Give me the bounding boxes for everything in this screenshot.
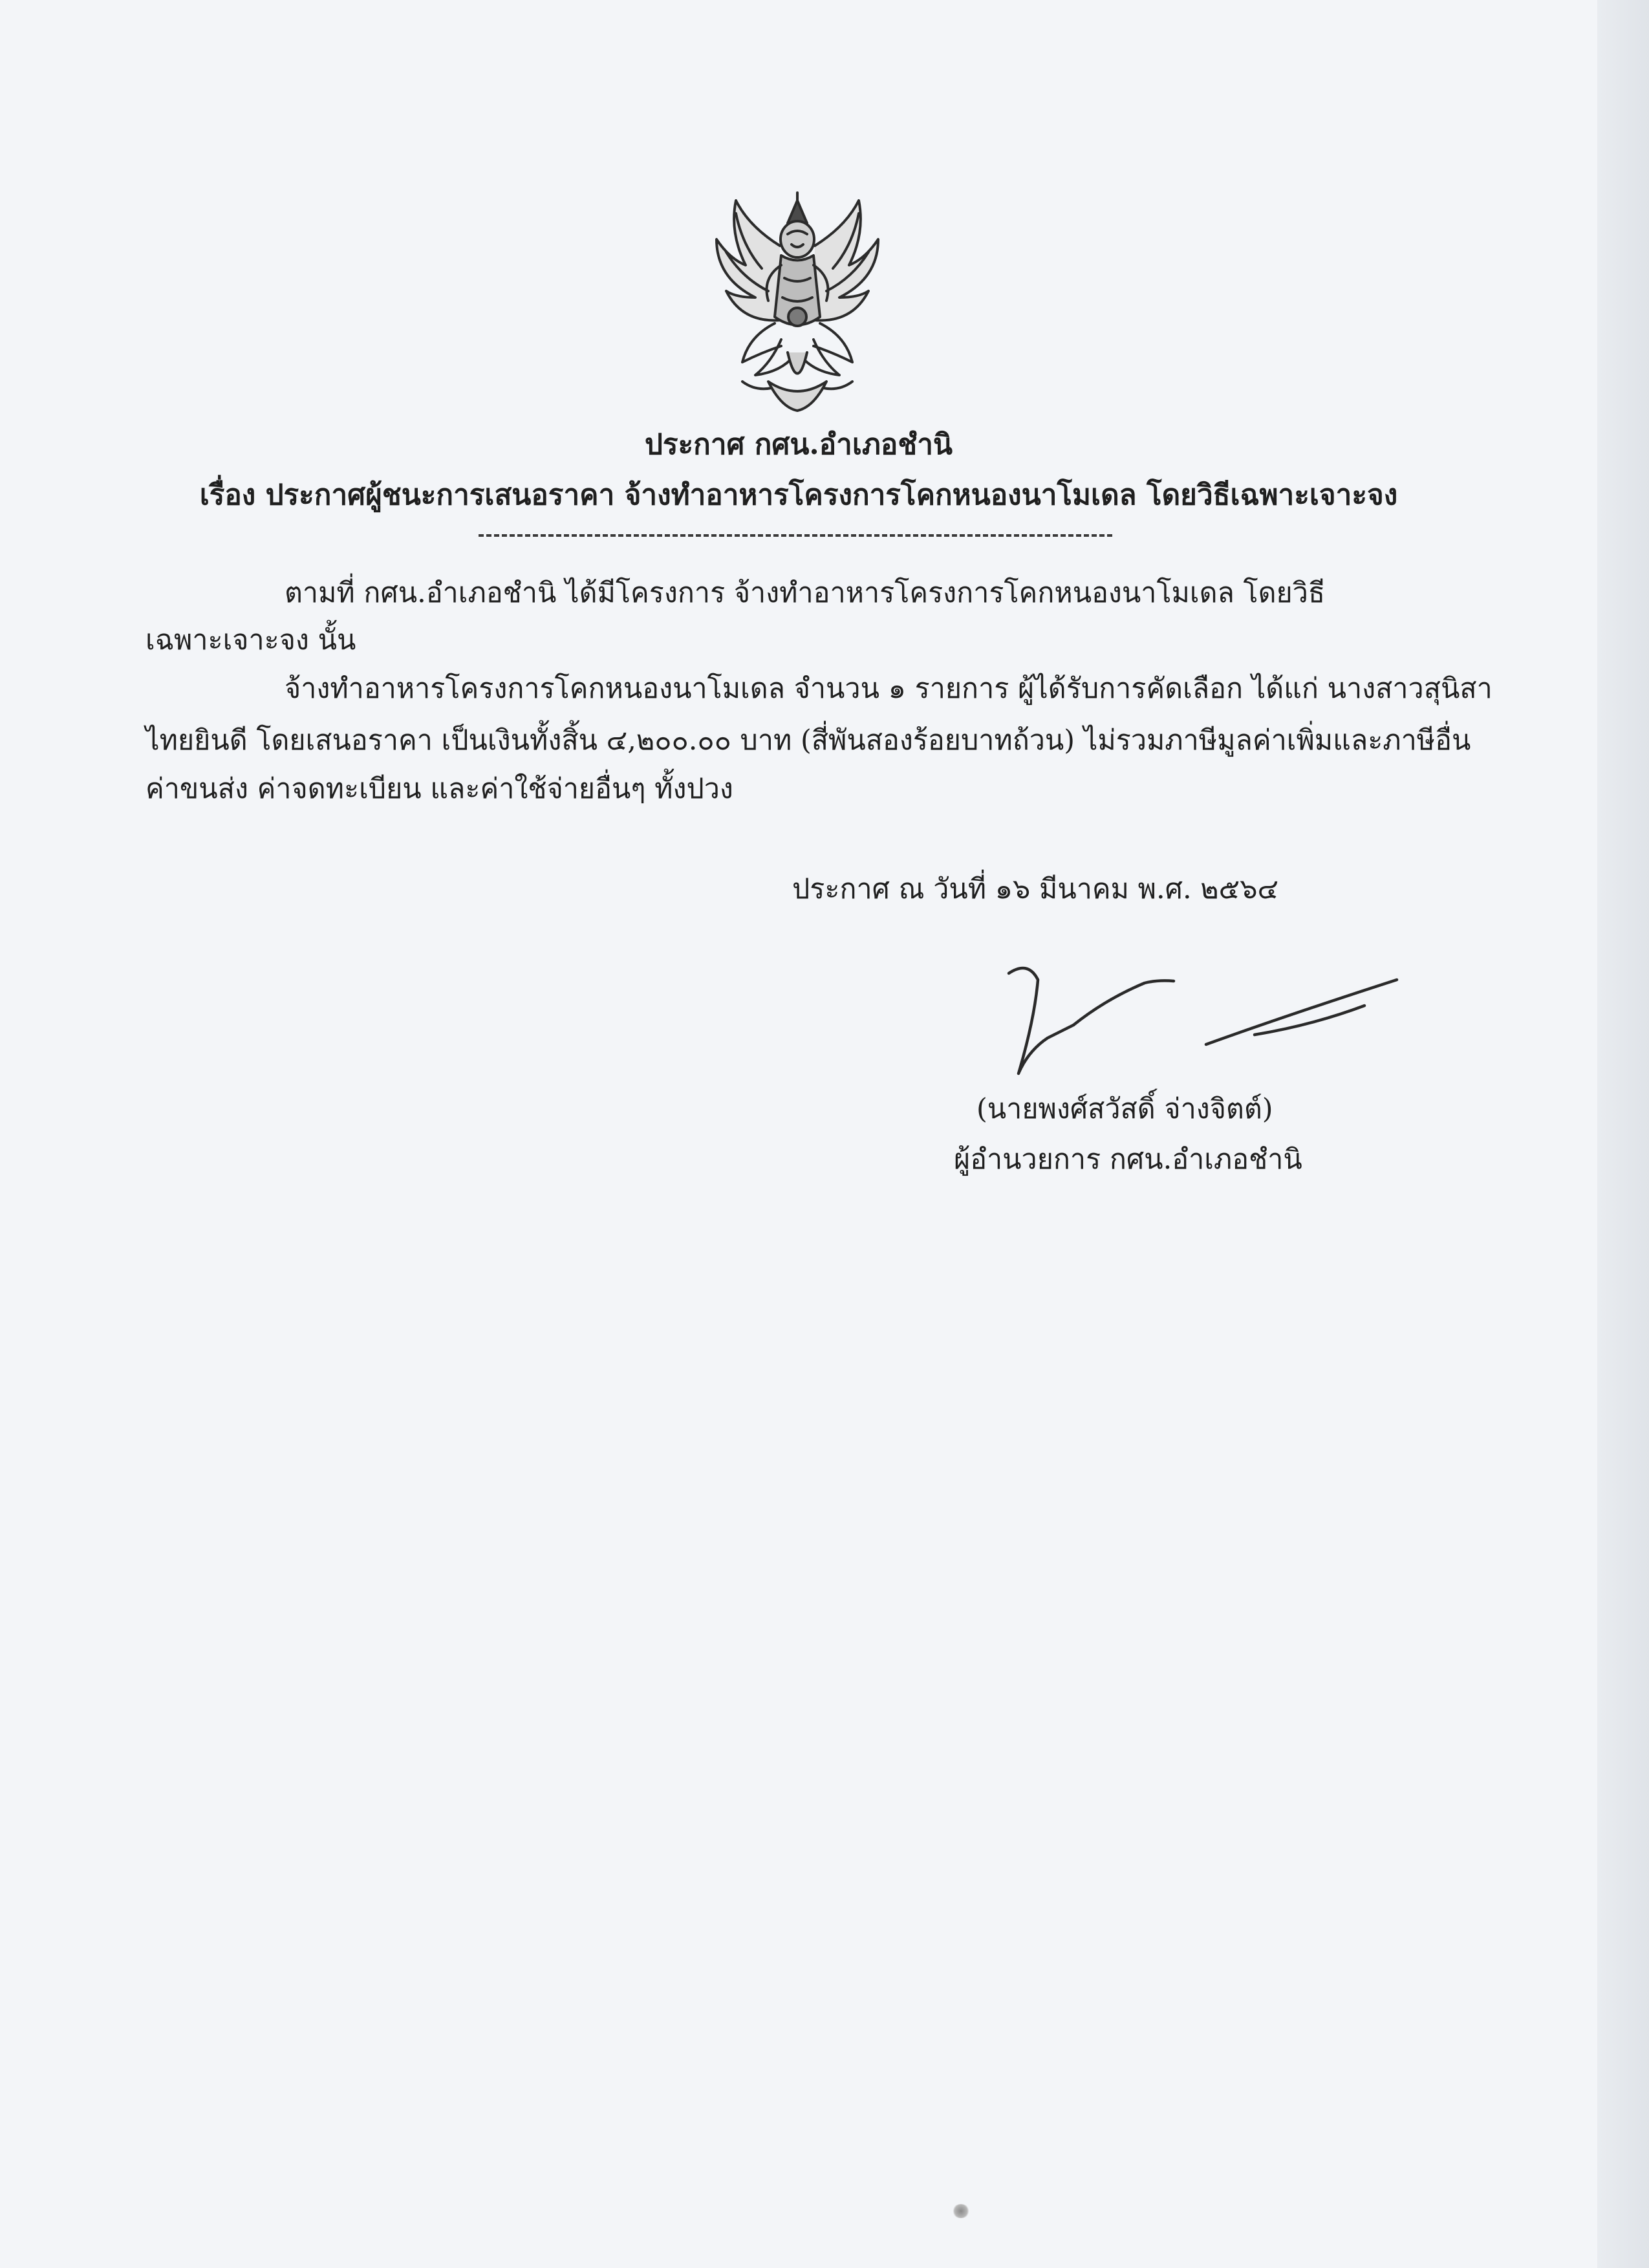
divider (479, 534, 1112, 537)
signer-name: (นายพงศ์สวัสดิ์ จ่างจิตต์) (976, 1093, 1273, 1125)
paragraph-2-line-2: ไทยยินดี โดยเสนอราคา เป็นเงินทั้งสิ้น ๔,๒๐๐.๐๐ บาท (สี่พันสองร้อยบาทถ้วน) ไม่รวมภาษีมูลค่าเพิ่มและภาษีอื่น (146, 724, 1471, 757)
scan-edge (1597, 0, 1649, 2268)
announcement-subject: เรื่อง ประกาศผู้ชนะการเสนอราคา จ้างทำอาหารโครงการโคกหนองนาโมเดล โดยวิธีเฉพาะเจาะจง (199, 479, 1398, 512)
paragraph-1-line-2: เฉพาะเจาะจง นั้น (146, 624, 356, 656)
signer-position: ผู้อำนวยการ กศน.อำเภอชำนิ (954, 1143, 1302, 1176)
announcement-title: ประกาศ กศน.อำเภอชำนิ (644, 428, 953, 461)
scan-speck (952, 2204, 970, 2218)
garuda-emblem-icon (691, 188, 904, 420)
paragraph-2-line-1: จ้างทำอาหารโครงการโคกหนองนาโมเดล จำนวน ๑ รายการ ผู้ได้รับการคัดเลือก ได้แก่ นางสาวสุนิสา (285, 673, 1493, 705)
announcement-date: ประกาศ ณ วันที่ ๑๖ มีนาคม พ.ศ. ๒๕๖๔ (792, 873, 1279, 905)
paragraph-1-line-1: ตามที่ กศน.อำเภอชำนิ ได้มีโครงการ จ้างทำอาหารโครงการโคกหนองนาโมเดล โดยวิธี (285, 577, 1326, 609)
handwritten-signature (976, 954, 1429, 1103)
paragraph-2-line-3: ค่าขนส่ง ค่าจดทะเบียน และค่าใช้จ่ายอื่นๆ ทั้งปวง (146, 773, 733, 805)
